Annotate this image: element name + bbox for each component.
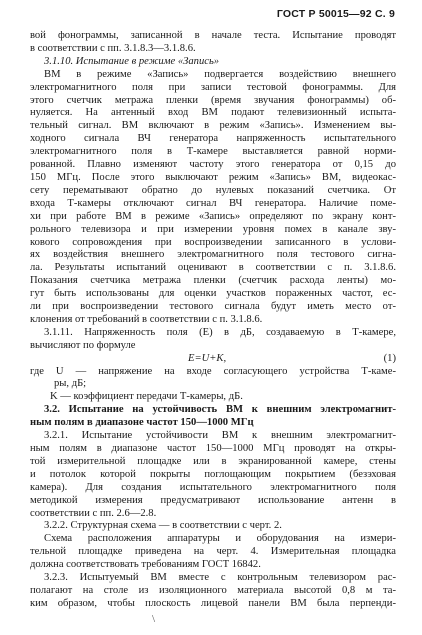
text-line: Схема расположения аппаратуры и оборудования на измери- [44, 533, 396, 545]
text-line: ным полям в диапазоне частот 150—1000 МГц проводят на откры- [30, 443, 396, 454]
text-line: ла. Результаты испытаний оценивают в соответствии с п. 3.1.8.6. [30, 262, 396, 274]
text-line: сету перематывают обратно до нулевых показаний счетчика. От [30, 184, 396, 196]
text-line: вой фонограммы, записанной в начале теста. Испытание проводят [30, 30, 396, 41]
text-line: 3.2.3. Испытуемый ВМ вместе с контрольным телевизором рас- [44, 572, 396, 584]
formula-number: (1) [383, 352, 396, 364]
text-line: K — коэффициент передачи Т-камеры, дБ. [50, 391, 243, 403]
text-line: 3.1.10. Испытание в режиме «Запись» [44, 55, 220, 67]
text-line: ным полям в диапазоне частот 150—1000 МГц [30, 417, 254, 429]
stray-mark: \ [152, 613, 156, 625]
text-line: рованной. Плавно изменяют частоту этого генератора от 0,15 до [30, 159, 396, 171]
text-line: ли при воспроизведении тестового сигнала будут иметь место от- [30, 301, 396, 313]
text-block-3-1-10 [30, 30, 396, 353]
text-line: нуляется. На антенный вход ВМ подают телевизионный испыта- [30, 107, 396, 119]
text-line: где U — напряжение на входе согласующего устройства Т-каме- [30, 365, 396, 377]
text-line: должна соответствовать требованиям ГОСТ 16842. [30, 559, 261, 571]
text-line: методикой измерения предусматривают использование антенн в [30, 494, 396, 506]
text-line: кового сопровождения при воспроизведении записанного в услови- [30, 236, 396, 248]
text-line: Показания счетчика метража пленки (счетчик расхода ленты) мо- [30, 275, 396, 287]
formula-1 [30, 353, 396, 366]
text-line: вычисляют по формуле [30, 339, 136, 351]
document-body [30, 30, 396, 611]
text-line: электромагнитного поля при записи тестовой фонограммы. Для [30, 81, 396, 93]
text-line: той измерительной площадке или в экранированной камере, стены [30, 455, 396, 467]
text-line: 3.2.1. Испытание устойчивости ВМ к внешним электромагнит- [44, 430, 396, 442]
text-line: ры, дБ; [54, 378, 87, 390]
text-line: и потолок которой покрыты поглощающим покрытием (безэховая [30, 468, 396, 480]
text-line: полагают на столе из изоляционного материала высотой 0,8 м та- [30, 584, 396, 596]
text-line: ях воздействия внешнего электромагнитного поля тестового сигна- [30, 249, 396, 261]
text-block-3-2 [30, 366, 396, 611]
page-header: ГОСТ Р 50015—92 С. 9 [276, 8, 395, 20]
text-line: этого счетчик метража пленки (время звучания фонограммы) об- [30, 94, 396, 106]
text-line: гут быть использованы для оценки участков пораженных частот, ес- [30, 288, 396, 300]
text-line: электромагнитного поля в Т-камере выставляется равной норми- [30, 146, 396, 158]
text-line: ходного сигнала ВЧ генератора напряженность испытательного [30, 133, 396, 145]
text-line: клонения от требований в соответствии с п. 3.1.8.6. [30, 313, 263, 325]
text-line: 3.2. Испытание на устойчивость ВМ к внешним электромагнит- [44, 404, 396, 416]
text-line: камера). Для создания испытательного электромагнитного поля [30, 481, 396, 493]
text-line: тельной площадке приведена на черт. 4. Измерительная площадка [30, 546, 396, 558]
text-line: входа Т-камеры отключают сигнал ВЧ генератора. Наличие поме- [30, 197, 396, 209]
text-line: рольного телевизора и при измерении уровня помех в канале зву- [30, 223, 396, 235]
text-line: соответствии с пп. 2.6—2.8. [30, 507, 157, 519]
text-line: 3.1.11. Напряженность поля (E) в дБ, создаваемую в Т-камере, [44, 326, 396, 338]
text-line: ким образом, чтобы плоскость лицевой панели ВМ была перпенди- [30, 597, 396, 609]
text-line: 3.2.2. Структурная схема — в соответствии с черт. 2. [44, 520, 282, 532]
text-line: тельный сигнал. ВМ включают в режим «Запись». Изменением вы- [30, 120, 396, 132]
text-line: в соответствии с пп. 3.1.8.3—3.1.8.6. [30, 42, 196, 54]
formula-expression: E=U+K, [188, 352, 227, 364]
text-line: ВМ в режиме «Запись» подвергается воздействию внешнего [44, 68, 396, 80]
text-line: 150 МГц. После этого выключают режим «Запись» ВМ, видеокас- [30, 171, 396, 183]
text-line: хи при работе ВМ в режиме «Запись» определяют по экрану конт- [30, 210, 396, 222]
